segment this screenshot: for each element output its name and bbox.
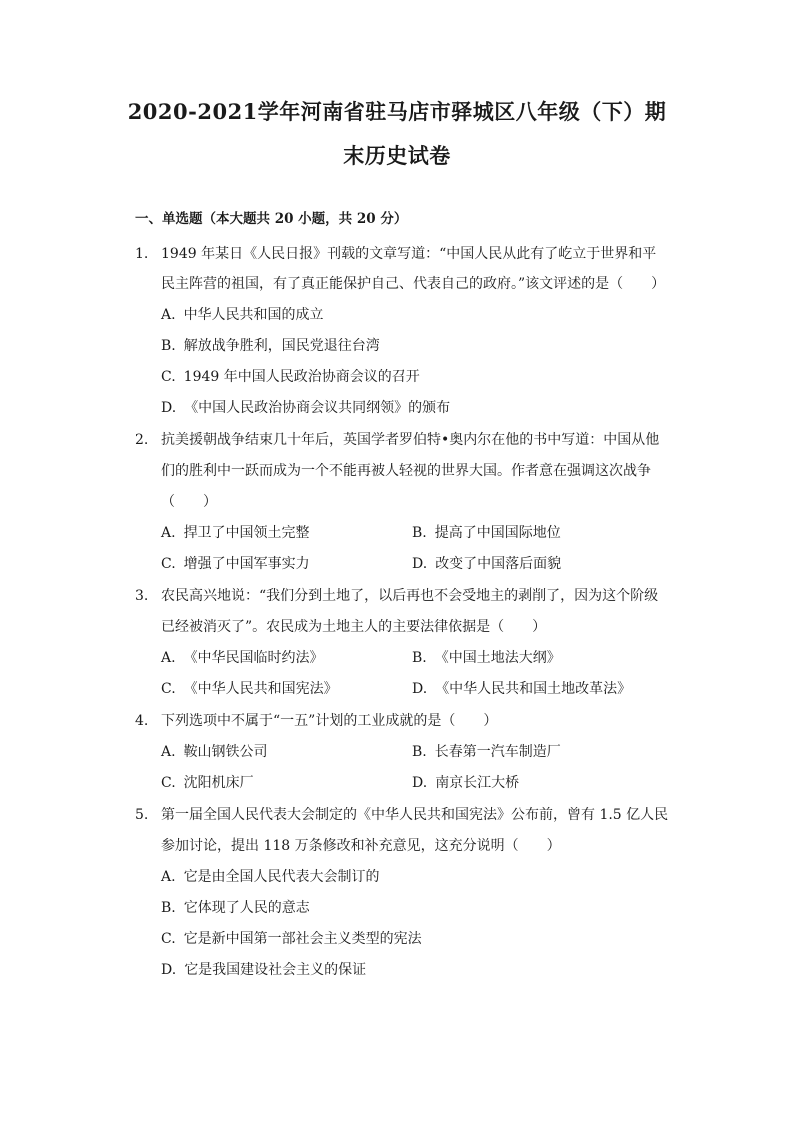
- option-label: A.: [161, 307, 176, 323]
- option-label: A.: [161, 650, 176, 666]
- option-text: 长春第一汽车制造厂: [434, 744, 561, 760]
- option-text: 中华人民共和国的成立: [183, 307, 324, 323]
- question-stem-line: 已经被消灭了”。农民成为土地主人的主要法律依据是（ ）: [161, 619, 547, 635]
- option-c[interactable]: [161, 929, 422, 949]
- option-text: 《中华人民共和国宪法》: [183, 681, 338, 697]
- option-text: 提高了中国国际地位: [434, 525, 561, 541]
- exam-title-line-1: 2020-2021学年河南省驻马店市驿城区八年级（下）期: [127, 99, 667, 124]
- option-label: B.: [412, 650, 427, 666]
- question-stem-line: 抗美援朝战争结束几十年后，英国学者罗伯特•奥内尔在他的书中写道：中国从他: [161, 432, 660, 448]
- option-d[interactable]: [412, 554, 561, 574]
- option-label: A.: [161, 525, 176, 541]
- option-label: B.: [412, 525, 427, 541]
- question-stem-line: 们的胜利中一跃而成为一个不能再被人轻视的世界大国。作者意在强调这次战争: [161, 463, 651, 479]
- option-label: D.: [161, 400, 177, 416]
- option-label: A.: [161, 869, 176, 885]
- option-a[interactable]: [161, 305, 324, 325]
- question-stem-line: 1949 年某日《人民日报》刊载的文章写道：“中国人民从此有了屹立于世界和平: [161, 246, 657, 262]
- option-text: 鞍山钢铁公司: [183, 744, 268, 760]
- option-label: B.: [161, 900, 176, 916]
- option-text: 它是由全国人民代表大会制订的: [183, 869, 380, 885]
- option-label: D.: [412, 681, 428, 697]
- option-label: A.: [161, 744, 176, 760]
- option-label: B.: [161, 338, 176, 354]
- option-text: 《中华人民共和国土地改革法》: [435, 681, 632, 697]
- option-text: 增强了中国军事实力: [183, 556, 310, 572]
- option-b[interactable]: [161, 898, 310, 918]
- question-stem-line: 民主阵营的祖国，有了真正能保护自己、代表自己的政府。”该文评述的是（ ）: [161, 276, 666, 292]
- option-label: C.: [161, 681, 176, 697]
- option-text: 《中国土地法大纲》: [434, 650, 561, 666]
- option-a[interactable]: [161, 742, 268, 762]
- option-label: C.: [161, 775, 176, 791]
- option-c[interactable]: [161, 773, 254, 793]
- option-label: D.: [161, 962, 177, 978]
- option-label: D.: [412, 556, 428, 572]
- option-c[interactable]: [161, 367, 420, 387]
- question-number: 2.: [135, 432, 149, 448]
- question-stem-line: （ ）: [161, 494, 217, 510]
- option-d[interactable]: [412, 679, 631, 699]
- option-text: 它是我国建设社会主义的保证: [184, 962, 367, 978]
- option-text: 捍卫了中国领土完整: [183, 525, 310, 541]
- question-number: 5.: [135, 807, 149, 823]
- question-number: 4.: [135, 713, 149, 729]
- option-text: 1949 年中国人民政治协商会议的召开: [183, 369, 420, 385]
- option-text: 它是新中国第一部社会主义类型的宪法: [183, 931, 422, 947]
- option-label: C.: [161, 369, 176, 385]
- option-c[interactable]: [161, 679, 338, 699]
- option-a[interactable]: [161, 648, 324, 668]
- question-number: 1.: [135, 246, 149, 262]
- option-d[interactable]: [161, 960, 366, 980]
- option-text: 它体现了人民的意志: [183, 900, 310, 916]
- question-number: 3.: [135, 588, 149, 604]
- option-label: C.: [161, 556, 176, 572]
- option-text: 《中国人民政治协商会议共同纲领》的颁布: [184, 400, 451, 416]
- question-stem-line: 参加讨论，提出 118 万条修改和补充意见，这充分说明（ ）: [161, 838, 561, 854]
- option-text: 改变了中国落后面貌: [435, 556, 562, 572]
- section-heading: 一、单选题（本大题共 20 小题，共 20 分）: [135, 211, 408, 227]
- option-label: B.: [412, 744, 427, 760]
- option-label: C.: [161, 931, 176, 947]
- option-b[interactable]: [161, 336, 380, 356]
- option-a[interactable]: [161, 523, 310, 543]
- option-text: 《中华民国临时约法》: [183, 650, 324, 666]
- option-b[interactable]: [412, 523, 561, 543]
- option-text: 解放战争胜利，国民党退往台湾: [183, 338, 380, 354]
- option-d[interactable]: [412, 773, 519, 793]
- option-d[interactable]: [161, 398, 450, 418]
- option-text: 南京长江大桥: [435, 775, 520, 791]
- option-label: D.: [412, 775, 428, 791]
- question-stem-line: 第一届全国人民代表大会制定的《中华人民共和国宪法》公布前，曾有 1.5 亿人民: [161, 807, 669, 823]
- option-a[interactable]: [161, 867, 380, 887]
- option-text: 沈阳机床厂: [183, 775, 254, 791]
- question-stem-line: 下列选项中不属于“一五”计划的工业成就的是（ ）: [161, 713, 498, 729]
- option-b[interactable]: [412, 648, 561, 668]
- option-c[interactable]: [161, 554, 310, 574]
- exam-title-line-2: 末历史试卷: [343, 143, 451, 168]
- question-stem-line: 农民高兴地说：“我们分到土地了，以后再也不会受地主的剥削了，因为这个阶级: [161, 588, 659, 604]
- option-b[interactable]: [412, 742, 561, 762]
